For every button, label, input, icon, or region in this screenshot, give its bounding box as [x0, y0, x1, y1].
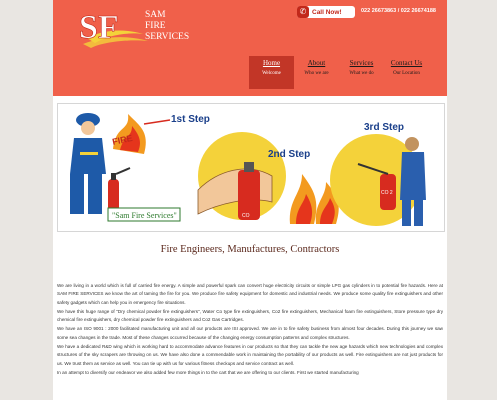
nav-subtitle: Who we are — [304, 71, 329, 76]
sprayer-icon — [330, 134, 426, 226]
nav-title: About — [307, 59, 326, 67]
brand-line-3: SERVICES — [145, 32, 190, 42]
step-1-label: 1st Step — [171, 114, 210, 125]
intro-text — [57, 282, 443, 378]
firefighter-icon — [70, 113, 106, 214]
nav-subtitle: Welcome — [262, 71, 281, 76]
page-frame — [53, 0, 447, 400]
call-now-button[interactable] — [297, 6, 355, 18]
nav-subtitle: What we do — [349, 71, 374, 76]
nav-item-services[interactable] — [339, 56, 384, 96]
main-nav — [249, 56, 429, 96]
paragraph: In an attempt to diversify our endeavor we also added few more things in to the cart that we are offering to our clients. First we started manufacturing — [57, 369, 359, 375]
nav-title: Services — [349, 59, 374, 67]
sam-badge: "Sam Fire Services" — [112, 211, 177, 220]
paragraph: We have this huge range of "Dry chemical powder fire extinguishers", Water Co type fire extinguishers, Co2 fire extinguishers, Mechanical foam fire extinguishers, Store pressure type dry chemical fire extinguishers, dry chemical powder fire extinguishers and Co2 Gas Cartridges. — [57, 308, 443, 323]
fire-steps-illustration — [58, 104, 444, 231]
step-3-label: 3rd Step — [364, 122, 405, 133]
nav-subtitle: Our Location — [393, 71, 420, 76]
phone-icon: ✆ — [297, 6, 309, 18]
extinguisher-icon — [108, 168, 130, 211]
co2-label-a: CO — [242, 213, 250, 219]
step-2-label: 2nd Step — [268, 149, 311, 160]
nav-item-contact[interactable] — [384, 56, 429, 96]
hero-banner — [57, 103, 445, 232]
paragraph: We have an ISO 9001 : 2000 facilitated manufacturing unit and all our products are ISI approved. We are in to fire safety business from almost four decades. During this journey we saw some sea changes in the trade. Most of these changes occurred because of the changing energy consumption patterns and complex structures. — [57, 326, 443, 340]
nav-item-home[interactable] — [249, 56, 294, 89]
paragraph: We have a dedicated R&D wing which is working hard to accommodate advance features in our products so that they can tackle the new age hazards which new technologies and complex structures of the sky scrapers are throwing on us. We have also done a commendable work in maintaining the portability of our products as well. Fire extinguishers are not just products for us. We trust them as service as well. You can tie up with us for various fitness checkups and service contract as well. — [57, 344, 443, 366]
logo-letters: SF — [79, 9, 119, 46]
brand-name — [145, 10, 189, 43]
brand-line-2: FIRE — [145, 21, 166, 31]
fire-word: FIRE — [111, 132, 134, 147]
phone-numbers: 022 26673863 / 022 26674188 — [361, 8, 436, 14]
paragraph: We are living in a world which is full of carried fire energy. A simple and powerful spark can convert huge electricity circuits or simple LPG gas cylinders in to potential fire hazards. Here at SAM FIRE SERVICES we know the art of taming the fire for you. We produce fire safety equipment for domestic and industrial needs. We produce some quality fire extinguishers and other safety gadgets which can help you in emergency fire situations. — [57, 283, 443, 305]
page-headline: Fire Engineers, Manufactures, Contractors — [160, 244, 340, 255]
nav-item-about[interactable] — [294, 56, 339, 96]
hand-pin-icon — [198, 132, 286, 220]
call-now-label: Call Now! — [312, 8, 342, 16]
site-header — [53, 0, 447, 96]
brand-line-1: SAM — [145, 10, 166, 20]
nav-title: Contact Us — [390, 59, 423, 67]
nav-title: Home — [262, 59, 281, 67]
co2-label-b: CO 2 — [381, 190, 393, 196]
